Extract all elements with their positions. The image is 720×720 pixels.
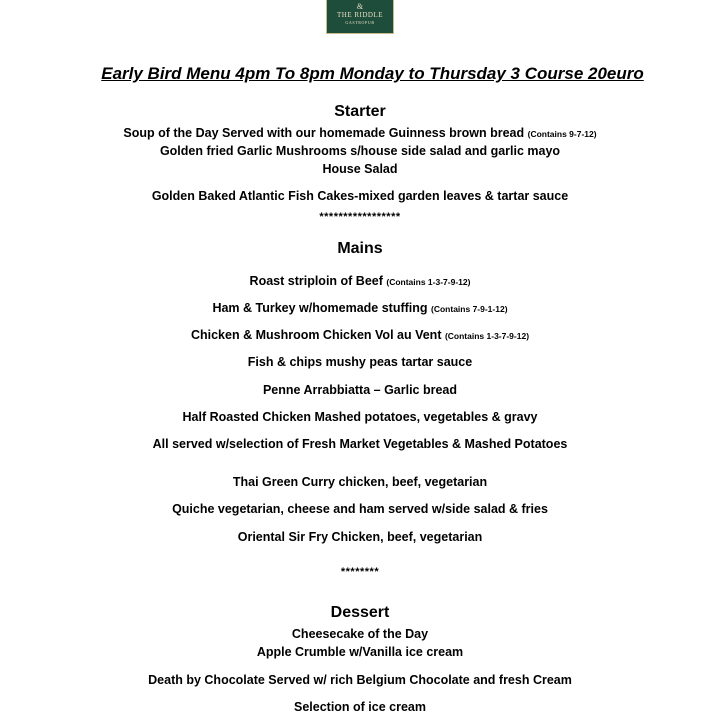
menu-item <box>0 700 720 714</box>
restaurant-logo <box>326 0 394 34</box>
menu-item <box>0 437 720 451</box>
menu-item-text: Soup of the Day Served with our homemade Guinness brown bread <box>123 126 528 140</box>
section-separator: ******** <box>340 566 380 578</box>
menu-item-text: Apple Crumble w/Vanilla ice cream <box>256 645 464 659</box>
allergen-note: (Contains 7-9-1-12) <box>431 304 508 314</box>
menu-item <box>0 162 720 176</box>
logo-tagline: GASTROPUB <box>345 20 375 25</box>
menu-item-text: Oriental Sir Fry Chicken, beef, vegetarian <box>237 530 483 544</box>
menu-item-text: Death by Chocolate Served w/ rich Belgium Chocolate and fresh Cream <box>148 673 572 687</box>
allergen-note: (Contains 1-3-7-9-12) <box>444 331 530 341</box>
mains-heading: Mains <box>337 240 383 257</box>
menu-item-text: Half Roasted Chicken Mashed potatoes, vegetables & gravy <box>182 410 538 424</box>
logo-ampersand: & <box>356 2 364 11</box>
menu-title: Early Bird Menu 4pm To 8pm Monday to Thursday 3 Course 20euro <box>101 64 644 83</box>
menu-item-text: Fish & chips mushy peas tartar sauce <box>247 355 473 369</box>
menu-item <box>0 189 720 203</box>
menu-item-text: Roast striploin of Beef <box>249 274 387 288</box>
menu-item-text: Thai Green Curry chicken, beef, vegetarian <box>232 475 488 489</box>
menu-item <box>0 502 720 516</box>
menu-item <box>0 144 720 158</box>
logo-name: THE RIDDLE <box>336 11 384 19</box>
menu-item <box>0 274 720 288</box>
menu-item <box>0 673 720 687</box>
menu-item <box>0 645 720 659</box>
menu-item-text: Selection of ice cream <box>293 700 426 714</box>
menu-item <box>0 627 720 641</box>
menu-item-text: All served w/selection of Fresh Market Vegetables & Mashed Potatoes <box>152 437 568 451</box>
menu-item-text: Golden Baked Atlantic Fish Cakes-mixed garden leaves & tartar sauce <box>151 189 569 203</box>
menu-item <box>0 126 720 140</box>
menu-item <box>0 383 720 397</box>
menu-item-text: Chicken & Mushroom Chicken Vol au Vent <box>190 328 445 342</box>
dessert-heading: Dessert <box>330 604 390 621</box>
menu-item-text: House Salad <box>322 162 398 176</box>
menu-item-text: Ham & Turkey w/homemade stuffing <box>212 301 432 315</box>
menu-item-text: Quiche vegetarian, cheese and ham served w/side salad & fries <box>172 502 548 516</box>
section-separator: ***************** <box>319 211 401 223</box>
menu-item-text: Penne Arrabbiatta – Garlic bread <box>262 383 458 397</box>
starter-heading: Starter <box>334 103 386 120</box>
menu-item <box>0 410 720 424</box>
menu-item <box>0 301 720 315</box>
allergen-note: (Contains 1-3-7-9-12) <box>386 277 471 287</box>
menu-item <box>0 475 720 489</box>
menu-item-text: Golden fried Garlic Mushrooms s/house side salad and garlic mayo <box>159 144 561 158</box>
menu-item <box>0 328 720 342</box>
menu-item <box>0 355 720 369</box>
menu-item <box>0 530 720 544</box>
allergen-note: (Contains 9-7-12) <box>527 129 597 139</box>
menu-item-text: Cheesecake of the Day <box>291 627 429 641</box>
